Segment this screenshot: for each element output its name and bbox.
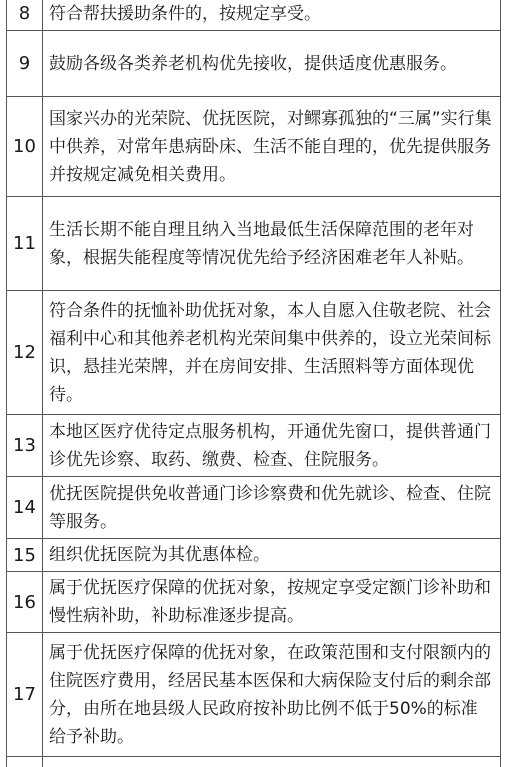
- row-number: 16: [7, 572, 43, 633]
- row-text: 组织优抚医院为其优惠体检。: [43, 539, 501, 572]
- row-number: 13: [7, 415, 43, 477]
- row-text: [43, 757, 501, 767]
- table-row: [7, 539, 501, 572]
- row-number: 10: [7, 97, 43, 197]
- table-row: [7, 415, 501, 477]
- row-number: [7, 757, 43, 767]
- row-number: 9: [7, 31, 43, 97]
- row-text: 本地区医疗优待定点服务机构，开通优先窗口，提供普通门诊优先诊察、取药、缴费、检查、住院服务。: [43, 415, 501, 477]
- row-number: 12: [7, 291, 43, 415]
- table-row: [7, 197, 501, 291]
- table-row: [7, 291, 501, 415]
- row-text: 国家兴办的光荣院、优抚医院，对鳏寡孤独的“三属”实行集中供养，对常年患病卧床、生活不能自理的，优先提供服务并按规定减免相关费用。: [43, 97, 501, 197]
- table-row: [7, 31, 501, 97]
- table-row: [7, 0, 501, 31]
- row-text: 优抚医院提供免收普通门诊诊察费和优先就诊、检查、住院等服务。: [43, 477, 501, 539]
- row-text: 鼓励各级各类养老机构优先接收，提供适度优惠服务。: [43, 31, 501, 97]
- table-row: [7, 97, 501, 197]
- table-row: [7, 477, 501, 539]
- benefits-table: [6, 0, 501, 767]
- row-text: 生活长期不能自理且纳入当地最低生活保障范围的老年对象，根据失能程度等情况优先给予经济困难老年人补贴。: [43, 197, 501, 291]
- table-row: [7, 633, 501, 757]
- row-number: 14: [7, 477, 43, 539]
- row-text: 属于优抚医疗保障的优抚对象，在政策范围和支付限额内的住院医疗费用，经居民基本医保和大病保险支付后的剩余部分，由所在地县级人民政府按补助比例不低于50%的标准给予补助。: [43, 633, 501, 757]
- table-row-partial: [7, 757, 501, 767]
- row-number: 11: [7, 197, 43, 291]
- row-text: 属于优抚医疗保障的优抚对象，按规定享受定额门诊补助和慢性病补助，补助标准逐步提高。: [43, 572, 501, 633]
- row-number: 15: [7, 539, 43, 572]
- table-row: [7, 572, 501, 633]
- row-text: 符合帮扶援助条件的，按规定享受。: [43, 0, 501, 31]
- row-number: 17: [7, 633, 43, 757]
- row-number: 8: [7, 0, 43, 31]
- row-text: 符合条件的抚恤补助优抚对象，本人自愿入住敬老院、社会福利中心和其他养老机构光荣间集中供养的，设立光荣间标识，悬挂光荣牌，并在房间安排、生活照料等方面体现优待。: [43, 291, 501, 415]
